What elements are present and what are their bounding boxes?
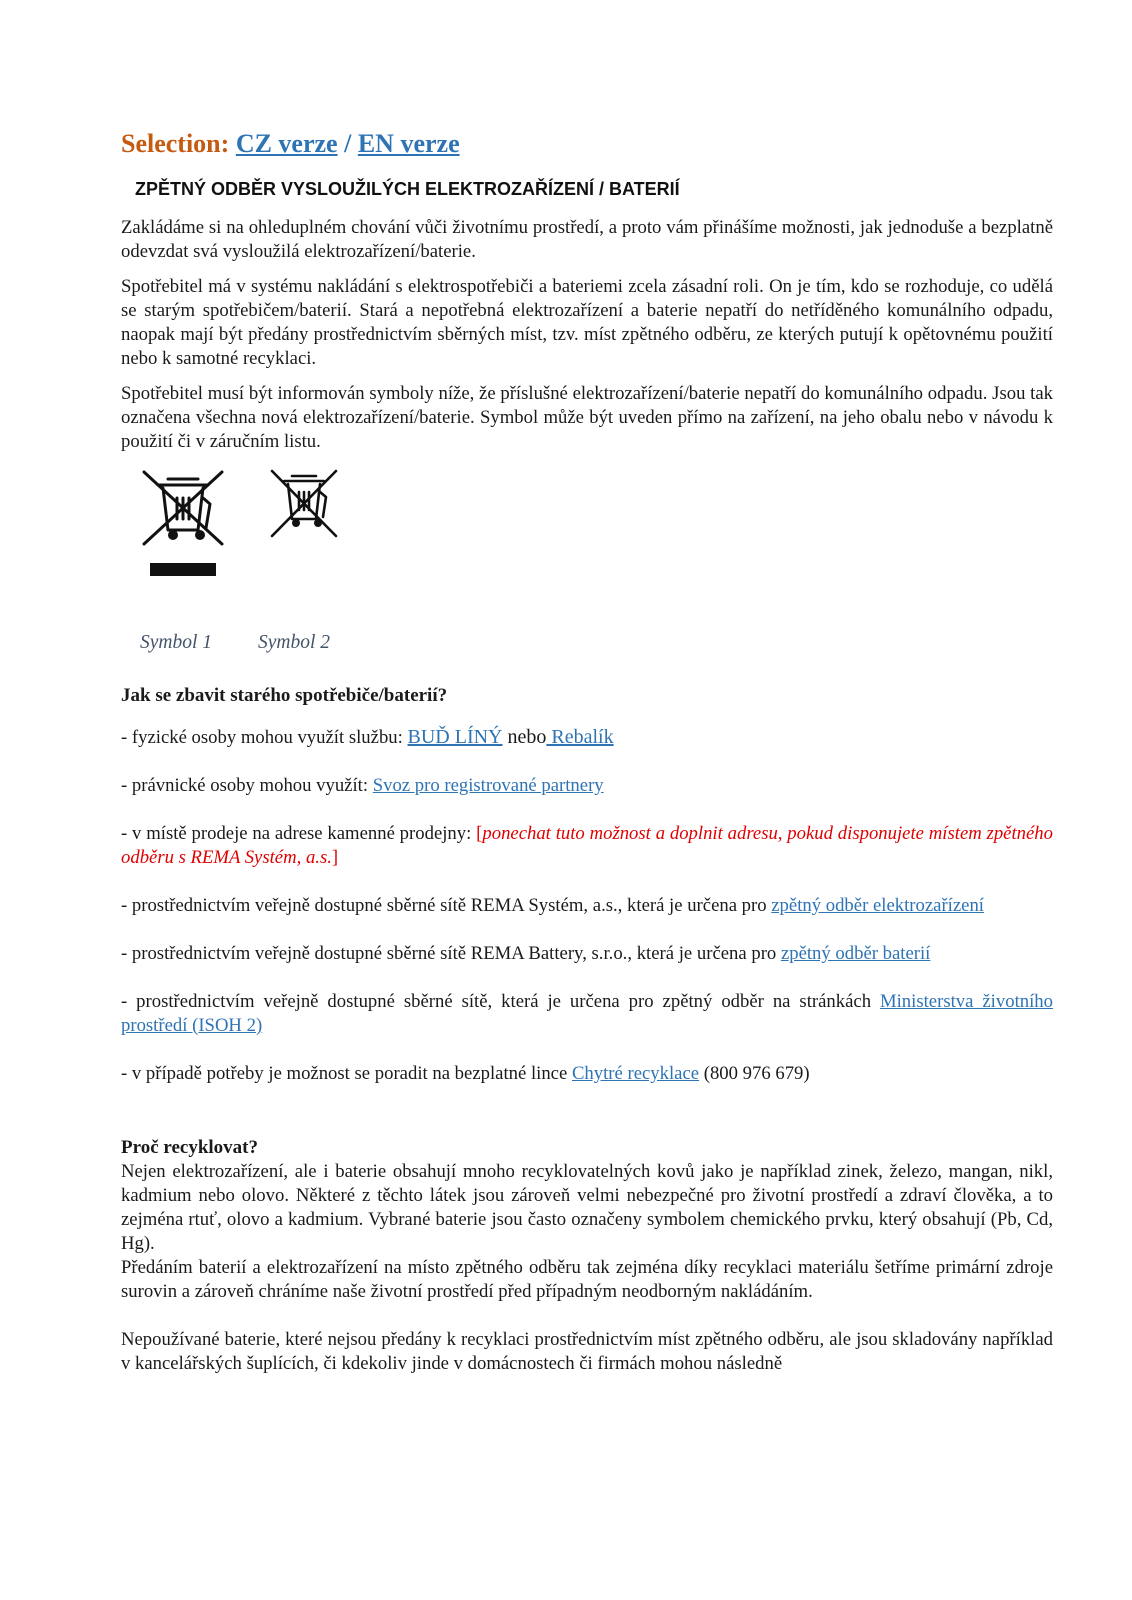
option-hotline <box>121 1062 1053 1086</box>
option-store-text: - v místě prodeje na adrese kamenné prodejny: <box>121 822 477 844</box>
symbol-2-caption: Symbol 2 <box>258 631 331 653</box>
selection-label: Selection: <box>121 129 230 158</box>
intro-paragraph-2: Spotřebitel má v systému nakládání s elektrospotřebiči a bateriemi zcela zásadní roli. On je tím, kdo se rozhoduje, co udělá se starým spotřebičem/baterií. Stará a nepotřebná elektrozařízení a baterie nepatří do netříděného komunálního odpadu, naopak mají být předány prostřednictvím sběrných míst, tzv. míst zpětného odběru, ze kterých putují k opětovnému použití nebo k samotné recyklaci. <box>121 275 1053 369</box>
weee-symbols <box>121 468 1053 658</box>
option-ministry-text: - prostřednictvím veřejně dostupné sběrné sítě, která je určena pro zpětný odběr na stránkách <box>121 990 880 1012</box>
option-rema-system <box>121 894 1053 918</box>
option-rema-battery-text: - prostřednictvím veřejně dostupné sběrné sítě REMA Battery, s.r.o., která je určena pro <box>121 942 781 964</box>
intro-paragraph-1: Zakládáme si na ohleduplném chování vůči životnímu prostředí, a proto vám přinášíme možnosti, jak jednoduše a bezplatně odevzdat svá vysloužilá elektrozařízení/baterie. <box>121 216 1053 262</box>
why-paragraph-3: Nepoužívané baterie, které nejsou předány k recyklaci prostřednictvím míst zpětného odběru, ale jsou skladovány například v kancelářských šuplících, či kdekoliv jinde v domácnostech či firmách mohou následně <box>121 1328 1053 1374</box>
crossed-bin-with-bar-icon <box>140 468 226 585</box>
why-paragraph-2: Předáním baterií a elektrozařízení na místo zpětného odběru tak zejména díky recyklaci materiálu šetříme primární zdroje surovin a zároveň chráníme naše životní prostředí před případným neodborným nakládáním. <box>121 1256 1053 1302</box>
how-section-title: Jak se zbavit starého spotřebiče/baterií? <box>121 684 448 706</box>
crossed-bin-icon <box>269 468 339 549</box>
hotline-number: (800 976 679) <box>699 1062 810 1084</box>
note-bracket-open: [ <box>476 822 483 844</box>
option-companies-text: - právnické osoby mohou využít: <box>121 774 373 796</box>
bud-liny-link[interactable]: BUĎ LÍNÝ <box>407 725 503 748</box>
weee-takeback-link[interactable]: zpětný odběr elektrozařízení <box>771 894 984 916</box>
why-section-title: Proč recyklovat? <box>121 1136 259 1158</box>
language-selection <box>121 128 1053 159</box>
symbol-1-caption: Symbol 1 <box>140 631 213 653</box>
option-rema-battery <box>121 942 1053 966</box>
note-bracket-close: ] <box>331 846 339 868</box>
store-address-note: ponechat tuto možnost a doplnit adresu, pokud disponujete místem zpětného odběru s REMA Systém, a.s. <box>121 822 1053 868</box>
document-page <box>121 128 1053 1376</box>
option-companies <box>121 774 1053 798</box>
option-hotline-text: - v případě potřeby je možnost se poradit na bezplatné lince <box>121 1062 572 1084</box>
option-individuals-text: - fyzické osoby mohou využít službu: <box>121 726 408 748</box>
intro-paragraph-3: Spotřebitel musí být informován symboly níže, že příslušné elektrozařízení/baterie nepatří do komunálního odpadu. Jsou tak označena všechna nová elektrozařízení/baterie. Symbol může být uveden přímo na zařízení, na jeho obalu nebo v návodu k použití či v záručním listu. <box>121 382 1053 452</box>
cz-version-link[interactable]: CZ verze <box>235 129 338 158</box>
why-paragraph-1: Nejen elektrozařízení, ale i baterie obsahují mnoho recyklovatelných kovů jako je například zinek, železo, mangan, nikl, kadmium nebo olovo. Některé z těchto látek jsou zároveň velmi nebezpečné pro životní prostředí a zdraví člověka, a to zejména rtuť, olovo a kadmium. Vybrané baterie jsou často označeny symbolem chemického prvku, který obsahují (Pb, Cd, Hg). <box>121 1160 1053 1254</box>
chytre-recyklace-link[interactable]: Chytré recyklace <box>571 1062 700 1084</box>
option-ministry <box>121 990 1053 1038</box>
ministry-isoh-link[interactable]: Ministerstva životního prostředí (ISOH 2) <box>121 990 1053 1036</box>
partner-pickup-link[interactable]: Svoz pro registrované partnery <box>372 774 604 796</box>
option-store <box>121 822 1053 870</box>
selection-separator: / <box>344 129 352 158</box>
option-individuals-connector: nebo <box>502 725 547 748</box>
en-version-link[interactable]: EN verze <box>357 129 460 158</box>
option-rema-system-text: - prostřednictvím veřejně dostupné sběrné sítě REMA Systém, a.s., která je určena pro <box>121 894 772 916</box>
rebalik-link[interactable]: Rebalík <box>546 725 614 748</box>
battery-takeback-link[interactable]: zpětný odběr baterií <box>780 942 931 964</box>
page-title: ZPĚTNÝ ODBĚR VYSLOUŽILÝCH ELEKTROZAŘÍZENÍ / BATERIÍ <box>135 179 680 200</box>
option-individuals <box>121 725 1053 750</box>
